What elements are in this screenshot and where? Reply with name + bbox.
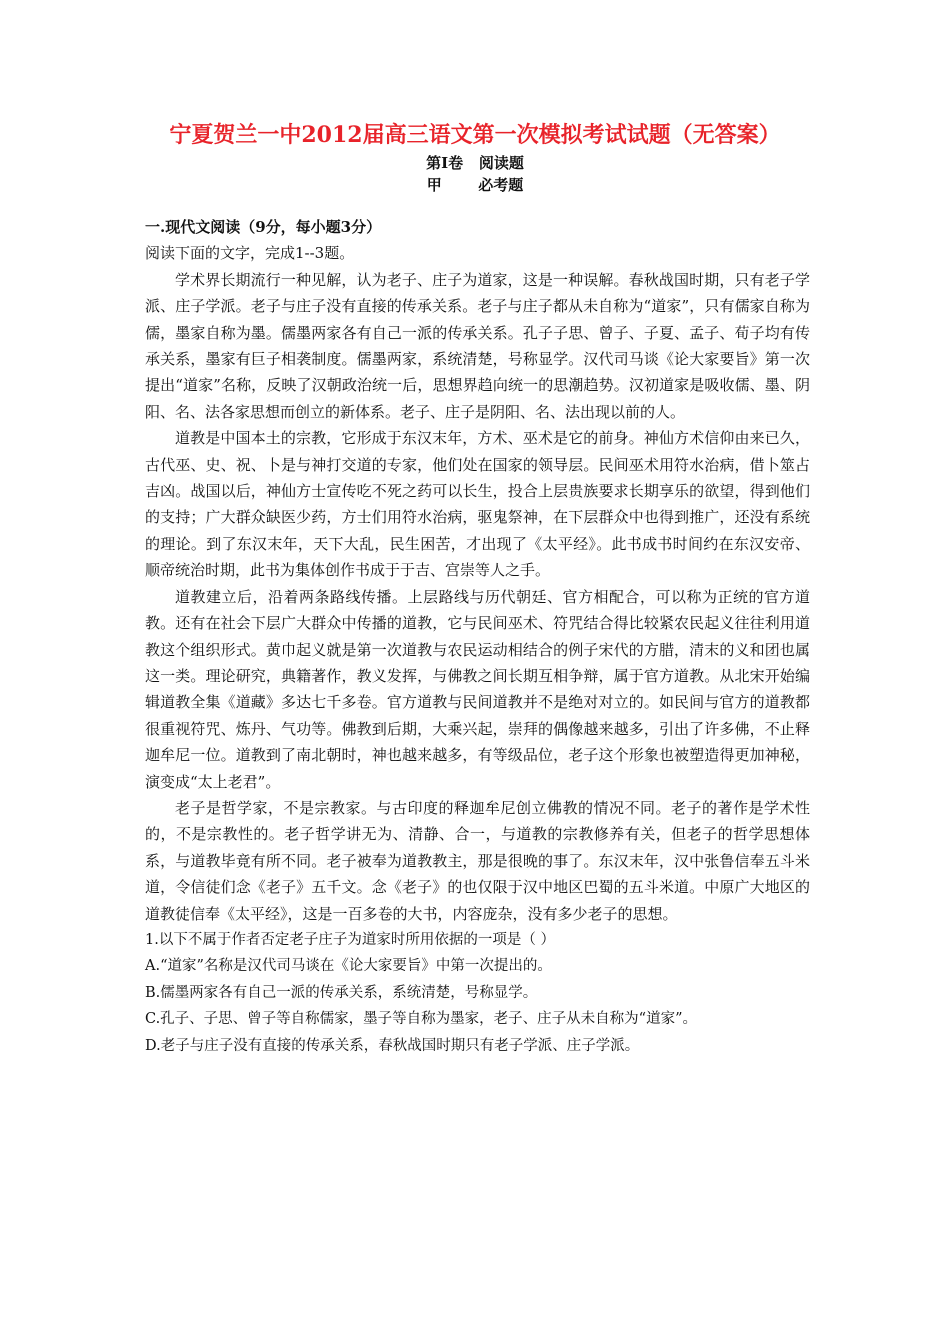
question-stem: 1.以下不属于作者否定老子庄子为道家时所用依据的一项是（ ） [145, 931, 555, 948]
option-a: A.“道家”名称是汉代司马谈在《论大家要旨》中第一次提出的。 [145, 958, 552, 975]
exam-body [145, 214, 810, 1059]
passage-paragraph-3: 道教建立后，沿着两条路线传播。上层路线与历代朝廷、官方相配合，可以称为正统的官方道教。还有在社会下层广大群众中传播的道教，它与民间巫术、符咒结合得比较紧农民起义往往利用道教这个组织形式。黄巾起义就是第一次道教与农民运动相结合的例子宋代的方腊，清末的义和团也属这一类。理论研究，典籍著作，教义发挥，与佛教之间长期互相争辩，属于官方道教。从北宋开始编辑道教全集《道藏》多达七千多卷。官方道教与民间道教并不是绝对对立的。如民间与官方的道教都很重视符咒、炼丹、气功等。佛教到后期，大乘兴起，崇拜的偶像越来越多，引出了许多佛，不止释迦牟尼一位。道教到了南北朝时，神也越来越多，有等级品位，老子这个形象也被塑造得更加神秘，演变成“太上老君”。 [145, 587, 810, 791]
passage-paragraph-4: 老子是哲学家，不是宗教家。与古印度的释迦牟尼创立佛教的情况不同。老子的著作是学术性的，不是宗教性的。老子哲学讲无为、清静、合一，与道教的宗教修养有关，但老子的哲学思想体系，与道教毕竟有所不同。老子被奉为道教教主，那是很晚的事了。东汉末年，汉中张鲁信奉五斗米道，令信徒们念《老子》五千文。念《老子》的也仅限于汉中地区巴蜀的五斗米道。中原广大地区的道教徒信奉《太平经》，这是一百多卷的大书，内容庞杂，没有多少老子的思想。 [145, 798, 810, 923]
passage-paragraph-2: 道教是中国本土的宗教，它形成于东汉末年，方术、巫术是它的前身。神仙方术信仰由来已久，古代巫、史、祝、卜是与神打交道的专家，他们处在国家的领导层。民间巫术用符水治病，借卜筮占吉凶。战国以后，神仙方士宣传吃不死之药可以长生，投合上层贵族要求长期享乐的欲望，得到他们的支持；广大群众缺医少药，方士们用符水治病，驱鬼祭神，在下层群众中也得到推广，还没有系统的理论。到了东汉末年，天下大乱，民生困苦，才出现了《太平经》。此书成书时间约在东汉安帝、顺帝统治时期，此书为集体创作书成于于吉、宫崇等人之手。 [145, 429, 810, 580]
section-heading: 一.现代文阅读（9分，每小题3分） [145, 218, 382, 236]
reading-instruction: 阅读下面的文字，完成1--3题。 [145, 244, 355, 263]
part-heading: 甲 必考题 [426, 176, 524, 194]
volume-heading: 第Ⅰ卷 阅读题 [426, 154, 524, 172]
option-b: B.儒墨两家各有自己一派的传承关系，系统清楚，号称显学。 [145, 984, 538, 1001]
document-title: 宁夏贺兰一中2012届高三语文第一次模拟考试试题（无答案） [169, 122, 781, 148]
option-c: C.孔子、子思、曾子等自称儒家，墨子等自称为墨家，老子、庄子从未自称为“道家”。 [145, 1011, 698, 1028]
option-d: D.老子与庄子没有直接的传承关系，春秋战国时期只有老子学派、庄子学派。 [145, 1037, 640, 1054]
passage-paragraph-1: 学术界长期流行一种见解，认为老子、庄子为道家，这是一种误解。春秋战国时期，只有老子学派、庄子学派。老子与庄子没有直接的传承关系。老子与庄子都从未自称为“道家”，只有儒家自称为儒，墨家自称为墨。儒墨两家各有自己一派的传承关系。孔子子思、曾子、子夏、孟子、荀子均有传承关系，墨家有巨子相袭制度。儒墨两家，系统清楚，号称显学。汉代司马谈《论大家要旨》第一次提出“道家”名称，反映了汉朝政治统一后，思想界趋向统一的思潮趋势。汉初道家是吸收儒、墨、阴阳、名、法各家思想而创立的新体系。老子、庄子是阴阳、名、法出现以前的人。 [145, 270, 810, 421]
